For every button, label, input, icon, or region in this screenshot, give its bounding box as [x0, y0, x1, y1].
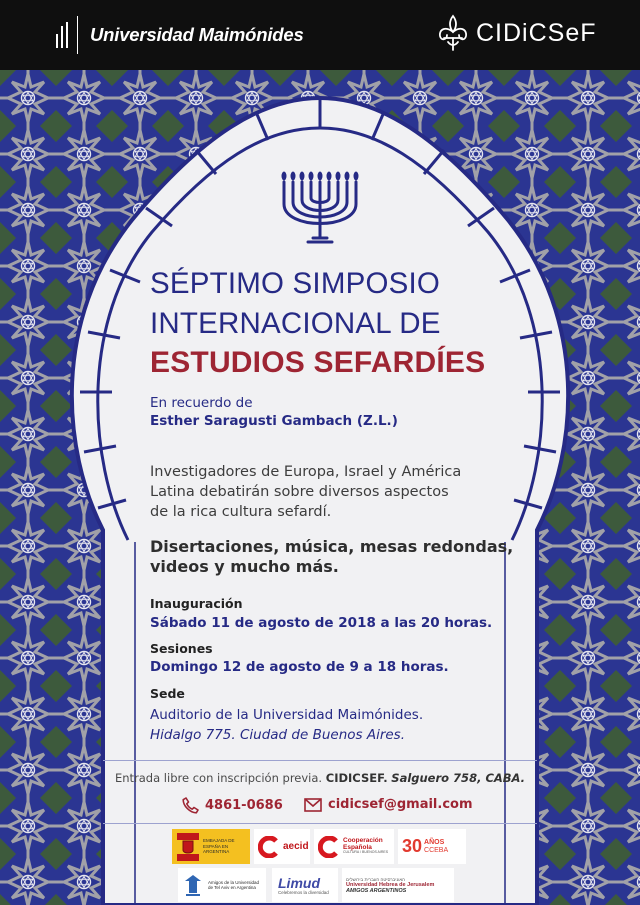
aecid-text: aecid — [283, 841, 309, 852]
tel-aviv-text: Amigos de la Universidad de Tel Aviv en Argentina — [208, 879, 260, 890]
aecid-logo — [254, 829, 310, 864]
inauguracion-label: Inauguración — [150, 596, 243, 611]
ccebba-name: CCEBA — [424, 846, 449, 854]
university-name: Universidad Maimónides — [90, 24, 304, 45]
sesiones-date: Domingo 12 de agosto de 9 a 18 horas. — [150, 659, 449, 675]
hebrew-university-name: Universidad Hebrea de Jerusalem — [346, 881, 435, 888]
spain-embassy-text: EMBAJADA DE ESPAÑA EN ARGENTINA — [203, 838, 235, 855]
divider-bottom — [103, 823, 537, 824]
cooperacion-line-1: Cooperación — [343, 836, 383, 844]
hebrew-university-friends-logo — [342, 868, 454, 902]
universidad-maimonides-logo — [56, 16, 304, 54]
ccebba-anos: AÑOS — [424, 838, 445, 846]
highlights-line-1: Disertaciones, música, mesas redondas, — [150, 537, 514, 556]
aecid-c-icon — [258, 836, 280, 858]
hebrew-university-sub: AMIGOS ARGENTINOS — [346, 887, 407, 894]
cidicsef-logo — [436, 14, 597, 52]
limud-name: Limud — [278, 874, 320, 891]
maimonides-bars-icon — [56, 22, 68, 48]
email-address: cidicsef@gmail.com — [328, 797, 473, 812]
description-line-1: Investigadores de Europa, Israel y América — [150, 464, 462, 480]
divider-top — [103, 760, 537, 761]
ccebba-logo — [398, 829, 466, 864]
description-line-3: de la rica cultura sefardí. — [150, 504, 332, 520]
cooperacion-c-icon — [318, 836, 340, 858]
title-line-3: ESTUDIOS SEFARDÍES — [150, 346, 486, 379]
inauguracion-date: Sábado 11 de agosto de 2018 a las 20 horas. — [150, 615, 493, 631]
title-line-1: SÉPTIMO SIMPOSIO — [150, 267, 441, 300]
phone-number: 4861-0686 — [205, 798, 283, 813]
cooperacion-line-3: CULTURA / BUENOS AIRES — [343, 850, 389, 855]
title-line-2: INTERNACIONAL DE — [150, 307, 441, 340]
sede-address: Hidalgo 775. Ciudad de Buenos Aires. — [150, 727, 405, 743]
spain-coat-of-arms-icon — [177, 833, 199, 861]
memorial-intro: En recuerdo de — [150, 395, 253, 411]
cidicsef-name: CIDiCSeF — [476, 18, 597, 47]
hebrew-university-hebrew: האוניברסיטה העברית בירושלים — [346, 876, 406, 882]
description-line-2: Latina debatirán sobre diversos aspectos — [150, 484, 449, 500]
limud-tagline: Celebremos la diversidad — [278, 889, 329, 895]
ccebba-number: 30 — [402, 836, 423, 856]
tel-aviv-friends-logo — [178, 868, 266, 902]
header-bar — [0, 0, 640, 70]
cooperacion-espanola-logo — [314, 829, 394, 864]
memorial-name: Esther Saragusti Gambach (Z.L.) — [150, 413, 398, 429]
highlights-line-2: videos y mucho más. — [150, 557, 339, 576]
phone-contact[interactable] — [182, 797, 283, 814]
limud-logo — [272, 868, 338, 902]
phone-icon — [182, 797, 199, 814]
sede-label: Sede — [150, 686, 185, 701]
tel-aviv-emblem-icon — [182, 873, 204, 897]
cooperacion-line-2: Española — [343, 843, 372, 851]
envelope-icon — [304, 798, 322, 812]
spain-embassy-logo — [172, 829, 250, 864]
email-contact[interactable] — [304, 797, 473, 812]
sede-venue: Auditorio de la Universidad Maimónides. — [150, 707, 424, 723]
entry-note: Entrada libre con inscripción previa. CIDICSEF. Salguero 758, CABA. — [114, 771, 526, 785]
menorah-icon — [280, 164, 360, 250]
fleur-emblem-icon — [436, 14, 470, 52]
sesiones-label: Sesiones — [150, 641, 213, 656]
